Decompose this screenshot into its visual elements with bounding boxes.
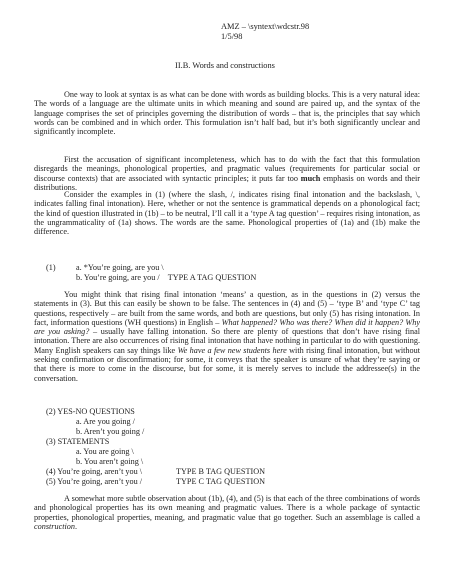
example-3-heading: (3) STATEMENTS	[46, 437, 110, 446]
example-4-label: TYPE B TAG QUESTION	[176, 467, 266, 476]
term-construction: construction	[34, 521, 75, 531]
paragraph-4	[34, 290, 420, 383]
paragraph-2-text-a: First the accusation of significant incompleteness, which has to do with the fact that this formulation disregards the meanings, phonological properties, and pragmatic values (requirements for particular social or discourse contexts) that are associated with syntactic principles; it puts far too	[34, 155, 420, 183]
document-date: 1/5/98	[221, 31, 243, 41]
example-1a: a. *You’re going, are you \	[76, 263, 164, 272]
paragraph-1: One way to look at syntax is as what can be done with words as building blocks. This is a very natural idea: The words of a language are the ultimate units in which meaning and sound are paired up, and the syntax of the language comprises the set of principles governing the distribution of words – that is, the principles that say which words can be combined and in which order. This formulation isn’t half bad, but it’s both significantly unclear and significantly incomplete.	[34, 90, 420, 137]
paragraph-2-text-c: emphasis on words and their distributions.	[34, 173, 420, 192]
file-path: AMZ – \syntext\wdcstr.98	[221, 22, 310, 31]
example-2-heading: (2) YES-NO QUESTIONS	[46, 407, 135, 416]
document-header	[221, 22, 309, 41]
paragraph-2	[34, 155, 420, 192]
example-5-text: (5) You’re going, aren’t you /	[46, 477, 143, 486]
example-4	[46, 467, 142, 476]
example-5	[46, 477, 142, 486]
example-2a: a. Are you going /	[76, 417, 135, 426]
example-1b-text: b. You’re going, are you /	[76, 273, 160, 282]
paragraph-5-text-a: A somewhat more subtle observation about (1b), (4), and (5) is that each of the three combinations of words and phonological properties has its own meaning and pragmatic values. There is a whole package of syntactic properties, phonological properties, meaning, and pragmatic value that go together. Such an assemblage is called a	[34, 494, 420, 522]
paragraph-4-text-e: with rising final intonation, but without seeking confirmation or disconfirmation; for some, it conveys that the speaker is unsure of what they’re saying or that there is more to come in the discourse, but for some, it is merely serves to include the addressee(s) in the conversation.	[34, 345, 420, 383]
example-1b	[76, 273, 256, 282]
example-5-label: TYPE C TAG QUESTION	[176, 477, 266, 486]
paragraph-4-text-c: – usually have falling intonation. So there are plenty of questions that don’t have rising final intonation. There are also occurrences of rising final intonation that have nothing in particular to do with questioning. Many English speakers can say things like	[34, 327, 420, 355]
wh-question-examples: What happened? Who was there? When did it happen? Why are you asking?	[34, 317, 420, 337]
example-1-number: (1)	[46, 263, 56, 272]
section-title: II.B. Words and constructions	[175, 61, 275, 70]
emphasis-much: much	[300, 173, 321, 183]
paragraph-4-text-a: You might think that rising final intonation ‘means’ a question, as in the questions in (2) versus the statements in (3). But this can easily be shown to be false. The sentences in (4) and (5) – ‘type B’ and ‘type C’ tag questions, respectively – are built from the same words, and both are questions, but only (5) has rising intonation. In fact, information questions (WH questions) in English –	[34, 290, 420, 327]
paragraph-5-text-c: .	[74, 521, 77, 531]
paragraph-3: Consider the examples in (1) (where the slash, /, indicates rising final intonation and the backslash, \, indicates falling final intonation). Here, whether or not the sentence is grammatical depends on a phonological fact; the kind of question illustrated in (1b) – to be neutral, I’ll call it a ‘type A tag question’ – requires rising intonation, as the ungrammaticality of (1a) shows. The words are the same. Phonological properties of (1a) and (1b) make the difference.	[34, 190, 420, 237]
example-sentence: We have a few new students here	[177, 345, 287, 355]
example-2b: b. Aren’t you going /	[76, 427, 145, 436]
example-3a: a. You are going \	[76, 447, 134, 456]
example-3b: b. You aren’t going \	[76, 457, 144, 466]
example-1b-label: TYPE A TAG QUESTION	[167, 273, 257, 282]
paragraph-5	[34, 494, 420, 531]
example-4-text: (4) You’re going, aren’t you \	[46, 467, 143, 476]
